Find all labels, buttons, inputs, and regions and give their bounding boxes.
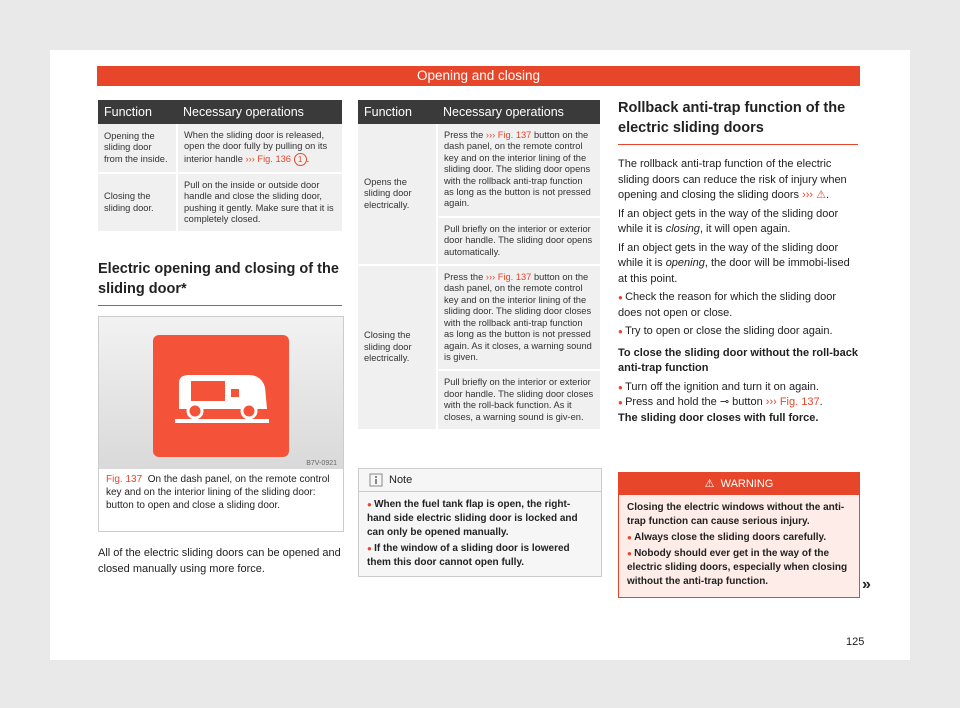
note-header: [359, 469, 601, 492]
info-icon: [369, 473, 383, 487]
column-1-paragraph: All of the electric sliding doors can be opened and closed manually using more force.: [98, 547, 341, 575]
operation-cell: When the sliding door is released, open the door fully by pulling on its interior handle ››› Fig. 136 1 .: [177, 124, 342, 173]
operations-table-1: [98, 100, 342, 233]
note-item: ● When the fuel tank flap is open, the right-hand side electric sliding door is locked and can only be opened manually.: [367, 498, 593, 540]
warning-item: ● Always close the sliding doors carefully.: [627, 531, 851, 545]
section-heading-wrap: [98, 259, 342, 306]
operation-cell: Press the ››› Fig. 137 button on the dash panel, on the remote control key and on the interior lining of the sliding door. The sliding door closes with the rollback anti-trap function as long as the button is not pressed again. As it closes, a warning sound is given.: [437, 265, 600, 370]
function-cell: Opens the sliding door electrically.: [358, 124, 437, 265]
warning-triangle-icon: ⚠: [816, 189, 827, 201]
warning-body: [619, 495, 859, 595]
table-row: [98, 173, 342, 233]
note-body: [359, 492, 601, 576]
operation-cell: Pull briefly on the interior or exterior door handle. The sliding door opens automatically.: [437, 217, 600, 265]
figure-code: B7V-0921: [306, 460, 337, 467]
rollback-text: [618, 157, 858, 426]
table-header-function: Function: [98, 100, 177, 124]
section-heading: Rollback anti-trap function of the electric sliding doors: [618, 100, 846, 136]
paragraph: The rollback anti-trap function of the electric sliding doors can reduce the risk of injury when opening and closing the sliding doors ››› ⚠.: [618, 158, 847, 201]
note-item: ● If the window of a sliding door is lowered them this door cannot open fully.: [367, 542, 593, 570]
figure-link[interactable]: ››› Fig. 137: [765, 396, 820, 408]
page-header: Opening and closing: [97, 66, 860, 86]
section-heading: Electric opening and closing of the sliding door*: [98, 261, 339, 298]
operation-cell: Pull on the inside or outside door handle and close the sliding door, pushing it gently. Make sure that it is completely closed.: [177, 173, 342, 233]
table-row: [358, 124, 600, 217]
table-row: [358, 265, 600, 370]
figure-137: [98, 316, 344, 532]
table-header-operations: Necessary operations: [177, 100, 342, 124]
callout-badge: 1: [294, 153, 307, 166]
paragraph: If an object gets in the way of the sliding door while it is opening, the door will be immobi-lised at this point.: [618, 241, 850, 285]
warning-triangle-icon: ⚠: [704, 478, 715, 490]
warning-lead: Closing the electric windows without the anti-trap function can cause serious injury.: [627, 502, 845, 527]
column-2: [358, 100, 600, 431]
figure-link[interactable]: ››› Fig. 137: [485, 272, 532, 283]
list-item: ● Try to open or close the sliding door again.: [618, 324, 858, 340]
figure-label: Fig. 137: [106, 474, 143, 485]
column-1: [98, 100, 342, 306]
warning-box: [618, 472, 860, 598]
function-cell: Opening the sliding door from the inside.: [98, 124, 177, 173]
figure-caption: Fig. 137 On the dash panel, on the remote control key and on the interior lining of the sliding door: button to open and close a sliding door.: [106, 474, 330, 511]
sliding-door-button-illustration: [99, 317, 343, 469]
continue-mark: »: [862, 576, 871, 593]
note-title: Note: [389, 474, 413, 486]
closing-statement: The sliding door closes with full force.: [618, 411, 819, 424]
list-item: ● Turn off the ignition and turn it on again.: [618, 380, 858, 396]
list-item: ● Check the reason for which the sliding door does not open or close.: [618, 290, 858, 321]
table-header-operations: Necessary operations: [437, 100, 600, 124]
operations-table-2: [358, 100, 600, 431]
warning-item: ● Nobody should ever get in the way of the electric sliding doors, especially when closing without the anti-trap function.: [627, 547, 851, 589]
operation-cell: Press the ››› Fig. 137 button on the dash panel, on the remote control key and on the interior lining of the sliding door. The sliding door opens with the rollback anti-trap function as long as the button is not pressed again.: [437, 124, 600, 217]
list-item: ● Press and hold the ⊸ button ››› Fig. 137.: [618, 395, 858, 411]
column-3: [618, 98, 858, 426]
page-number: 125: [846, 636, 865, 648]
figure-link[interactable]: ››› Fig. 136: [245, 153, 291, 164]
figure-image: [99, 317, 343, 469]
note-box: [358, 468, 602, 577]
figure-link[interactable]: ››› Fig. 137: [485, 130, 532, 140]
table-row: [98, 124, 342, 173]
operation-cell: Pull briefly on the interior or exterior door handle. The sliding door closes with the roll-back function. As it closes, a warning sound is giv-en.: [437, 370, 600, 430]
paragraph: If an object gets in the way of the sliding door while it is closing, it will open again.: [618, 207, 839, 235]
subheading: To close the sliding door without the roll-back anti-trap function: [618, 346, 858, 374]
section-heading-wrap: [618, 98, 858, 145]
function-cell: Closing the sliding door electrically.: [358, 265, 437, 430]
car-key-icon: ⊸: [719, 396, 730, 408]
warning-header: ⚠ WARNING: [619, 473, 859, 495]
warning-link[interactable]: ›››: [802, 189, 814, 201]
function-cell: Closing the sliding door.: [98, 173, 177, 233]
table-header-function: Function: [358, 100, 437, 124]
